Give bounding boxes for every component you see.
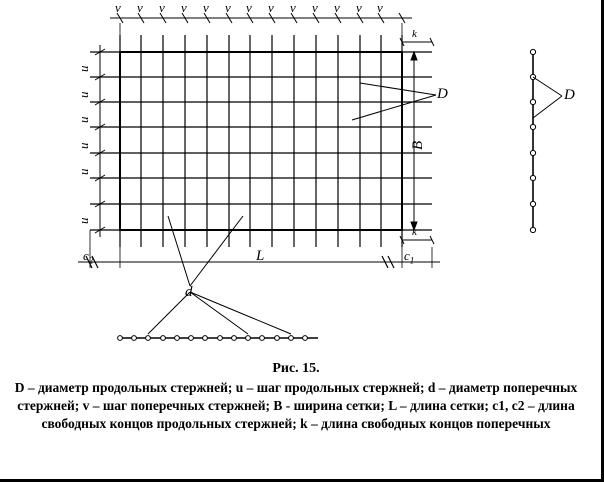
v-label-8: v <box>268 0 274 15</box>
v-label-6: v <box>225 0 231 15</box>
v-label-3: v <box>159 0 165 15</box>
k-top-dimension <box>400 38 434 46</box>
D-label-main: D <box>437 86 448 102</box>
d-leader-lines <box>168 216 243 286</box>
u-label-3: u <box>76 116 91 123</box>
transverse-free-ends-bottom <box>120 230 402 247</box>
k-bottom-dimension <box>400 236 434 244</box>
longitudinal-free-ends-left <box>90 52 120 230</box>
v-label-13: v <box>377 0 383 15</box>
v-label-7: v <box>246 0 252 15</box>
B-label: B <box>410 140 426 150</box>
figure-number: Рис. 15. <box>272 361 320 376</box>
bottom-view-d-leader <box>148 292 291 334</box>
d-label: d <box>185 284 193 300</box>
c1-label: $c_1$ <box>404 248 415 266</box>
u-label-6: u <box>76 217 91 224</box>
v-label-4: v <box>181 0 187 15</box>
D-label-side: D <box>564 87 575 103</box>
v-label-1: v <box>115 0 121 15</box>
v-label-9: v <box>290 0 296 15</box>
u-label-5: u <box>76 168 91 175</box>
side-view-D-leader <box>533 77 562 118</box>
transverse-free-ends-top <box>120 35 402 52</box>
transverse-bars <box>141 52 381 230</box>
v-label-5: v <box>203 0 209 15</box>
k-label-bottom: k <box>412 226 417 238</box>
u-label-2: u <box>76 91 91 98</box>
v-label-11: v <box>334 0 340 15</box>
u-label-1: u <box>76 65 91 72</box>
v-label-2: v <box>137 0 143 15</box>
figure-caption <box>0 360 592 433</box>
v-label-12: v <box>356 0 362 15</box>
v-label-10: v <box>312 0 318 15</box>
c2-label: $c_2$ <box>83 248 94 266</box>
figure-legend: D – диаметр продольных стержней; u – шаг продольных стержней; d – диаметр поперечных стержней; v – шаг поперечных стержней; B - ширина сетки; L – длина сетки; c1, c2 – длина свободных концов продольных стержней; k – длина свободных концов поперечных <box>14 380 578 431</box>
u-label-4: u <box>76 142 91 149</box>
v-extension-lines <box>120 23 402 35</box>
k-label-top: k <box>412 28 417 40</box>
L-label: L <box>256 248 265 264</box>
